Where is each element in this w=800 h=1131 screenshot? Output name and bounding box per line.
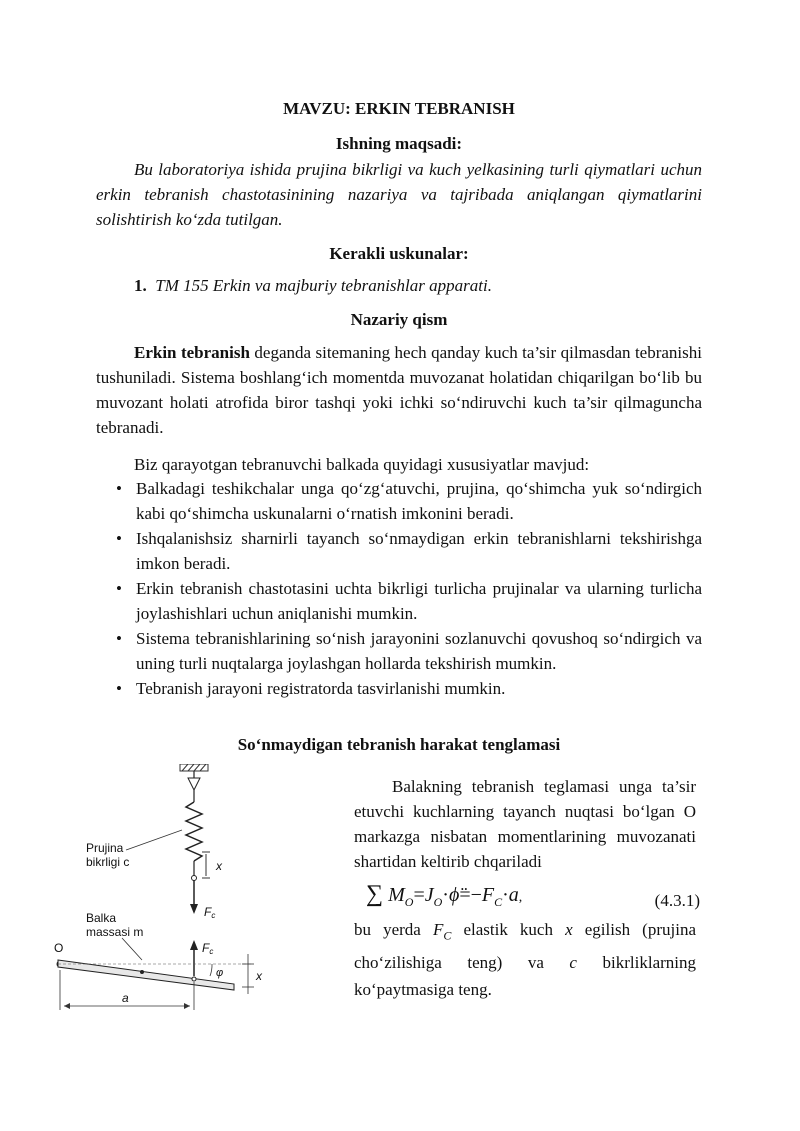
- motion-paragraph-2: bu yerda $F_C$ elastik kuch x egilish (prujina cho‘zilishiga teng) va c bikrliklarning ko‘paytmasiga teng.: [354, 920, 696, 1000]
- force-arrow-down: [190, 904, 198, 914]
- aim-text: Bu laboratoriya ishida prujina bikrligi va kuch yelkasining turli qiymatlari uchun erkin tebranish chastotasinining nazariya va tajribada aniqlangan qiymatlarini solishtirish ko‘zda tutilgan.: [96, 160, 702, 229]
- equation-formula: ∑ $M_O=J_O\cdot\phï=-F_C\cdot a$,: [366, 881, 523, 909]
- motion-section: [54, 756, 702, 1036]
- equipment-item: [134, 273, 702, 298]
- list-item: • Balkadagi teshikchalar unga qo‘zg‘atuvchi, prujina, qo‘shimcha yuk so‘ndirgich kabi qo‘shimcha uskunalarni o‘rnatish imkonini beradi.: [96, 476, 702, 526]
- motion-heading: So‘nmaydigan tebranish harakat tenglamasi: [237, 735, 561, 754]
- spring-label-line1: Prujina: [86, 841, 124, 855]
- motion-text-column: [354, 774, 700, 1003]
- beam-label-line2: massasi m: [86, 925, 144, 939]
- theory-heading: Nazariy qism: [350, 310, 448, 329]
- theory-lead-bold: Erkin tebranish: [134, 343, 250, 362]
- ceiling-support: [180, 764, 208, 771]
- fc-label-lower: Fc: [202, 941, 214, 956]
- motion-paragraph-1: Balakning tebranish teglamasi unga ta’sir etuvchi kuchlarning tayanch nuqtasi bo‘lgan O markazga nisbatan momentlarining muvozanati shartidan keltirib chqariladi: [354, 777, 696, 871]
- equation-4-3-1: [354, 880, 700, 916]
- features-list: [96, 476, 702, 701]
- list-item: • Sistema tebranishlarining so‘nish jarayonini sozlanuvchi qovushoq so‘ndirgich va uning turli nuqtalarga joylashgan hollarda tekshirish mumkin.: [96, 626, 702, 676]
- spring-label-line2: bikrligi c: [86, 855, 130, 869]
- list-item: • Tebranish jarayoni registratorda tasvirlanishi mumkin.: [96, 676, 702, 701]
- equipment-heading: Kerakli uskunalar:: [329, 244, 469, 263]
- list-item: • Ishqalanishsiz sharnirli tayanch so‘nmaydigan erkin tebranishlarni tekshirishga imkon beradi.: [96, 526, 702, 576]
- x-label-upper: x: [216, 859, 222, 873]
- phi-label: φ: [216, 967, 224, 979]
- spring-hook: [188, 778, 200, 790]
- beam-label-line1: Balka: [86, 911, 117, 925]
- equipment-item-text: TM 155 Erkin va majburiy tebranishlar apparati.: [155, 276, 492, 295]
- x-label-lower: x: [256, 969, 262, 983]
- a-dimension-label: a: [122, 991, 129, 1005]
- beam-spring-diagram: [32, 764, 292, 1026]
- theory-lead-rest: deganda sitemaning hech qanday kuch ta’sir qilmasdan tebranishi tushuniladi. Sistema boshlang‘ich momentda muvozanat holatidan chiqarilgan bo‘lib bu muvozant holati atrofida biror tashqi yoki ichki so‘ndiruvchi kuch ta’sir qilmaguncha tebranadi.: [96, 343, 702, 437]
- spring-coil: [186, 802, 202, 861]
- force-arrow-up: [190, 940, 198, 950]
- pivot-o-label: O: [54, 941, 64, 955]
- beam: [58, 960, 234, 990]
- page-title: MAVZU: ERKIN TEBRANISH: [283, 99, 515, 118]
- equipment-item-number: 1.: [134, 276, 147, 295]
- fc-label-upper: Fc: [204, 905, 216, 920]
- features-intro: Biz qarayotgan tebranuvchi balkada quyidagi xususiyatlar mavjud:: [134, 455, 590, 474]
- list-item: • Erkin tebranish chastotasini uchta bikrligi turlicha prujinalar va ularning turlicha joylashishlari uchun aniqlanishi mumkin.: [96, 576, 702, 626]
- equation-number: (4.3.1): [654, 891, 700, 910]
- aim-heading: Ishning maqsadi:: [335, 134, 463, 153]
- theory-paragraph: [96, 340, 702, 440]
